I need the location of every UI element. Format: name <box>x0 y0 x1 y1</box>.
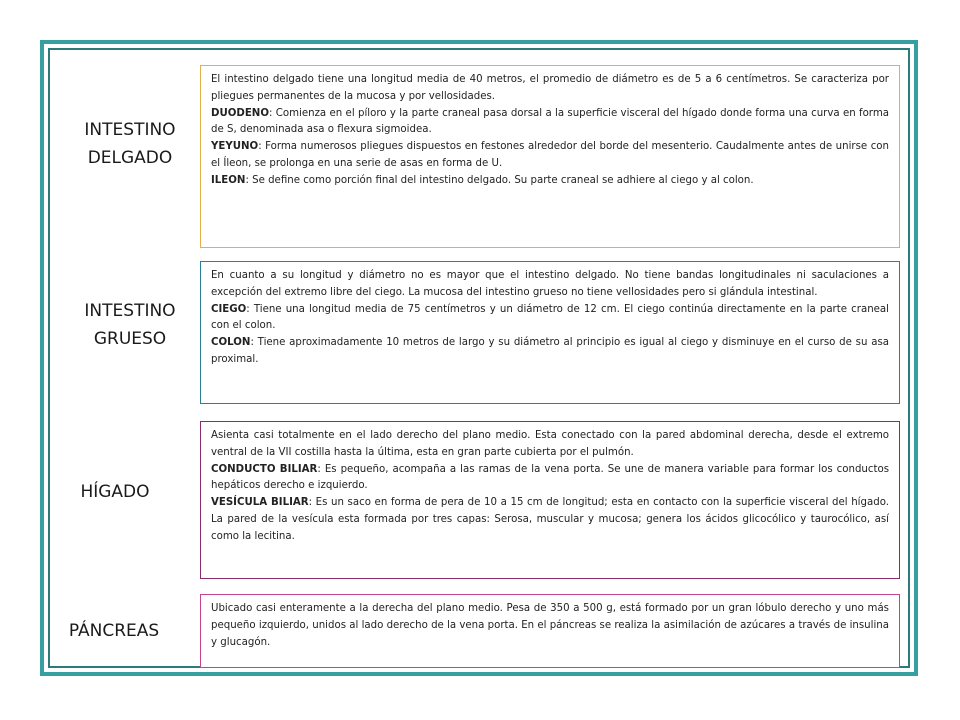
label-line: INTESTINO <box>84 120 176 140</box>
paragraph-text: : Es un saco en forma de pera de 10 a 15 cm de longitud; esta en contacto con la superficie visceral del hígado. La pared de la vesícula esta formada por tres capas: Serosa, muscular y mucosa; genera los ácidos glicocólico y taurocólico, así como la lecitina. <box>211 497 889 542</box>
paragraph <box>211 72 889 106</box>
paragraph <box>211 335 889 369</box>
paragraph <box>211 106 889 140</box>
term-yeyuno: YEYUNO <box>211 141 259 153</box>
paragraph-text: El intestino delgado tiene una longitud media de 40 metros, el promedio de diámetro es de 5 a 6 centímetros. Se caracteriza por pliegues permanentes de la mucosa y por vellosidades. <box>211 74 889 102</box>
paragraph-text: : Se define como porción final del intestino delgado. Su parte craneal se adhiere al ciego y al colon. <box>245 174 754 186</box>
paragraph-text: Asienta casi totalmente en el lado derecho del plano medio. Esta conectado con la pared abdominal derecha, desde el extremo ventral de la VII costilla hasta la última, esta en gran parte cubierta por el pulmón. <box>211 430 889 458</box>
label-pancreas <box>50 617 178 645</box>
paragraph <box>211 462 889 496</box>
paragraph-text: En cuanto a su longitud y diámetro no es mayor que el intestino delgado. No tiene bandas longitudinales ni saculaciones a excepción del extremo libre del ciego. La mucosa del intestino grueso no tiene vellosidades pero si glándula intestinal. <box>211 270 889 298</box>
label-line: PÁNCREAS <box>68 621 160 641</box>
term-ciego: CIEGO <box>211 303 247 315</box>
paragraph-text: : Comienza en el píloro y la parte craneal pasa dorsal a la superficie visceral del hígado donde forma una curva en forma de S, denominada asa o flexura sigmoidea. <box>211 107 889 136</box>
label-line: DELGADO <box>87 148 173 168</box>
paragraph-text: : Es pequeño, acompaña a las ramas de la vena porta. Se une de manera variable para formar los conductos hepáticos derecho e izquierdo. <box>211 463 889 492</box>
paragraph <box>211 268 889 302</box>
paragraph <box>211 173 889 190</box>
label-intestino-delgado <box>70 116 190 172</box>
term-duodeno: DUODENO <box>211 107 269 119</box>
paragraph <box>211 601 889 651</box>
term-vesicula-biliar: VESÍCULA BILIAR <box>211 497 309 509</box>
text-box-intestino-delgado <box>200 65 900 248</box>
paragraph <box>211 495 889 545</box>
label-line: GRUESO <box>93 329 167 349</box>
paragraph <box>211 302 889 336</box>
paragraph <box>211 428 889 462</box>
label-intestino-grueso <box>68 297 192 353</box>
paragraph-text: Ubicado casi enteramente a la derecha del plano medio. Pesa de 350 a 500 g, está formado por un gran lóbulo derecho y uno más pequeño izquierdo, unidos al lado derecho de la vena porta. En el páncreas se realiza la asimilación de azúcares a través de insulina y glucagón. <box>211 603 889 648</box>
label-higado <box>60 478 170 506</box>
paragraph <box>211 139 889 173</box>
text-box-intestino-grueso <box>200 261 900 404</box>
term-colon: COLON <box>211 337 251 349</box>
text-box-pancreas <box>200 594 900 668</box>
label-line: HÍGADO <box>80 482 150 502</box>
term-conducto-biliar: CONDUCTO BILIAR <box>211 463 318 475</box>
paragraph-text: : Tiene una longitud media de 75 centímetros y un diámetro de 12 cm. El ciego continúa directamente en la parte craneal con el colon. <box>211 303 889 332</box>
label-line: INTESTINO <box>84 301 176 321</box>
text-box-higado <box>200 421 900 579</box>
paragraph-text: : Forma numerosos pliegues dispuestos en festones alrededor del borde del mesenterio. Caudalmente antes de unirse con el Íleon, se prolonga en una serie de asas en forma de U. <box>211 141 889 169</box>
paragraph-text: : Tiene aproximadamente 10 metros de largo y su diámetro al principio es igual al ciego y disminuye en el curso de su asa proximal. <box>211 337 889 365</box>
term-ileon: ILEON <box>211 174 246 186</box>
